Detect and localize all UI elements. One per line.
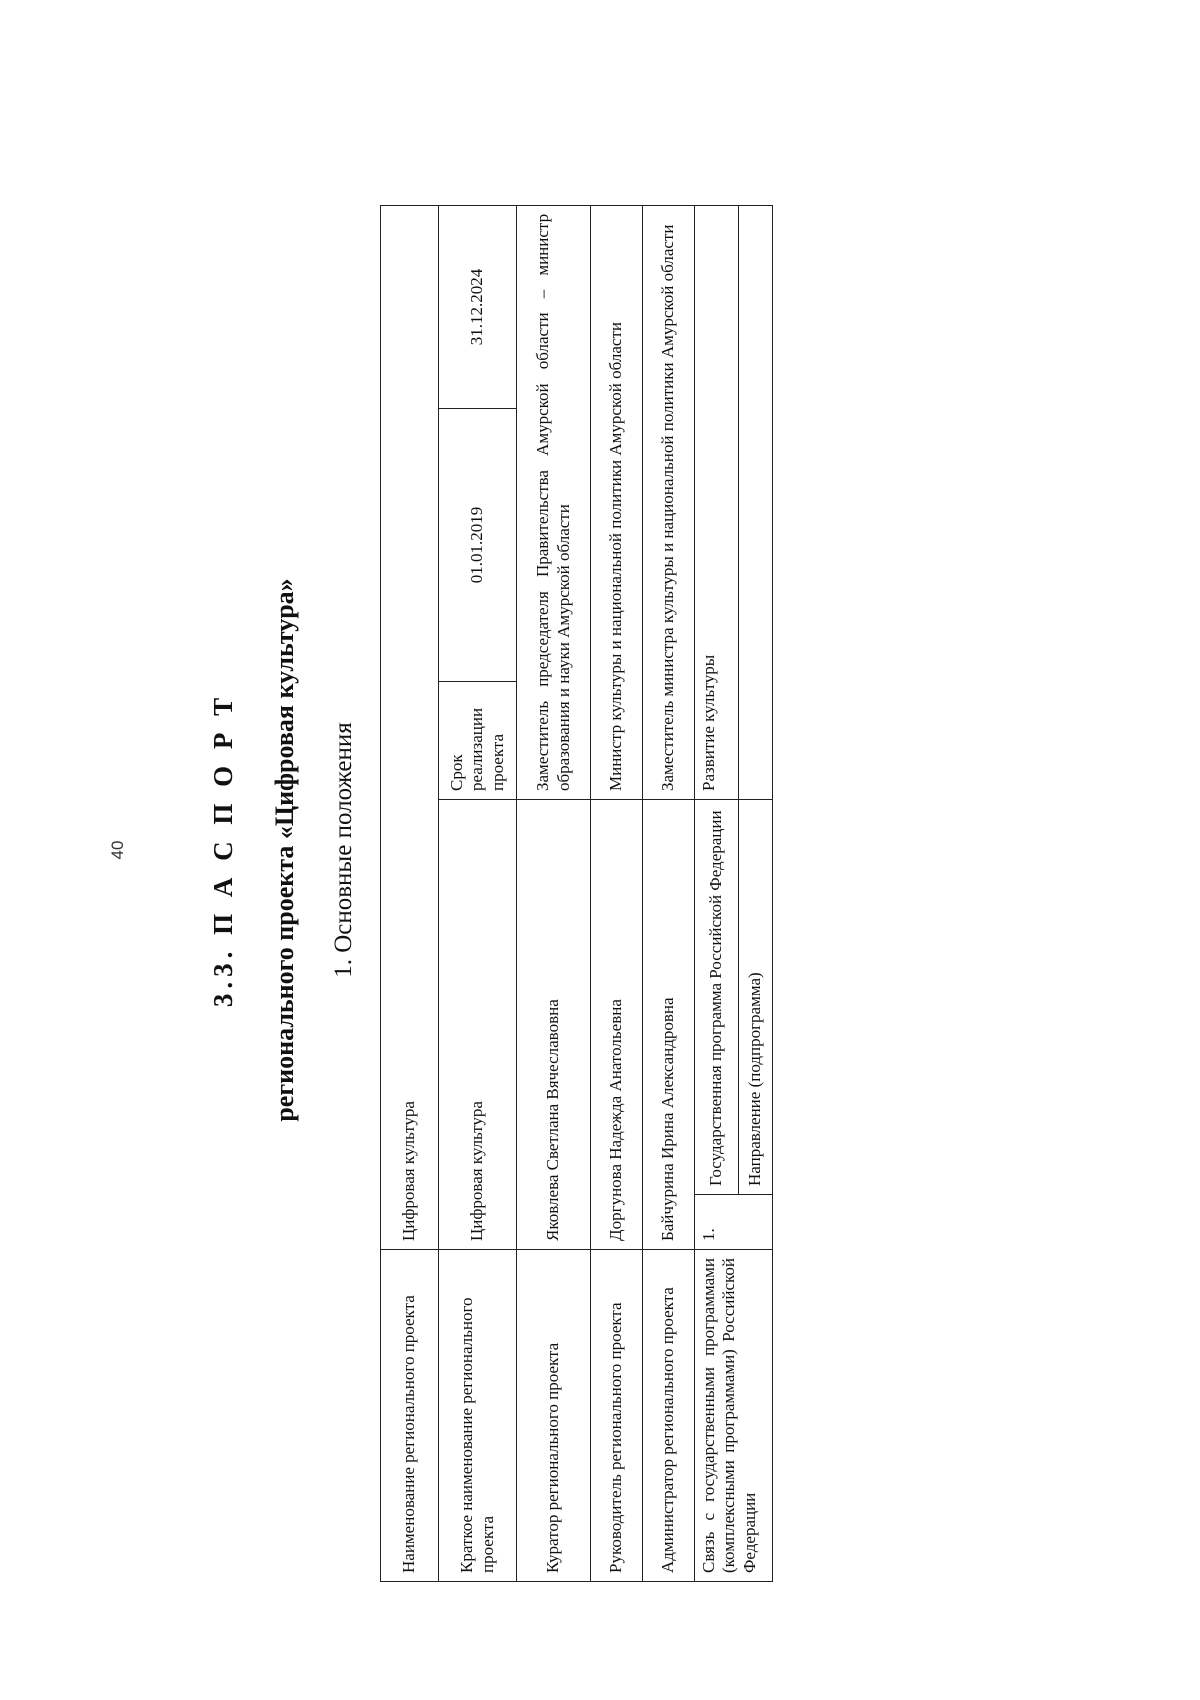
program-label: Государственная программа Российской Федерации <box>695 800 739 1195</box>
project-name-value: Цифровая культура <box>381 205 439 1249</box>
table-row-short-name <box>439 205 517 1581</box>
curator-position: Заместитель председателя Правительства Амурской области – министр образования и науки Амурской области <box>517 205 591 799</box>
administrator-position: Заместитель министра культуры и национальной политики Амурской области <box>643 205 695 799</box>
curator-name: Яковлева Светлана Вячеславовна <box>517 800 591 1250</box>
start-date: 01.01.2019 <box>439 409 517 682</box>
leader-position: Министр культуры и национальной политики Амурской области <box>591 205 643 799</box>
end-date: 31.12.2024 <box>439 205 517 408</box>
short-name-value: Цифровая культура <box>439 800 517 1250</box>
direction-value <box>739 205 773 799</box>
curator-label: Куратор регионального проекта <box>517 1250 591 1582</box>
leader-label: Руководитель регионального проекта <box>591 1250 643 1582</box>
link-label: Связь с государственными программами (комплексными программами) Российской Федерации <box>695 1250 773 1582</box>
document-title: 3.3. П А С П О Р Т <box>208 692 238 1008</box>
table-row-administrator <box>643 205 695 1581</box>
administrator-name: Байчурина Ирина Александровна <box>643 800 695 1250</box>
program-value: Развитие культуры <box>695 205 739 799</box>
passport-table <box>380 205 773 1582</box>
administrator-label: Администратор регионального проекта <box>643 1250 695 1582</box>
leader-name: Доргунова Надежда Анатольевна <box>591 800 643 1250</box>
short-name-label: Краткое наименование регионального проекта <box>439 1250 517 1582</box>
table-row-link-program <box>695 205 739 1581</box>
table-row-curator <box>517 205 591 1581</box>
document-subtitle: регионального проекта «Цифровая культура» <box>270 578 299 1122</box>
link-number: 1. <box>695 1195 773 1250</box>
page-number: 40 <box>108 840 127 860</box>
direction-label: Направление (подпрограмма) <box>739 800 773 1195</box>
term-label: Срок реализации проекта <box>439 682 517 800</box>
project-name-label: Наименование регионального проекта <box>381 1250 439 1582</box>
table-row-name <box>381 205 439 1581</box>
section-title: 1. Основные положения <box>330 722 357 978</box>
table-row-leader <box>591 205 643 1581</box>
